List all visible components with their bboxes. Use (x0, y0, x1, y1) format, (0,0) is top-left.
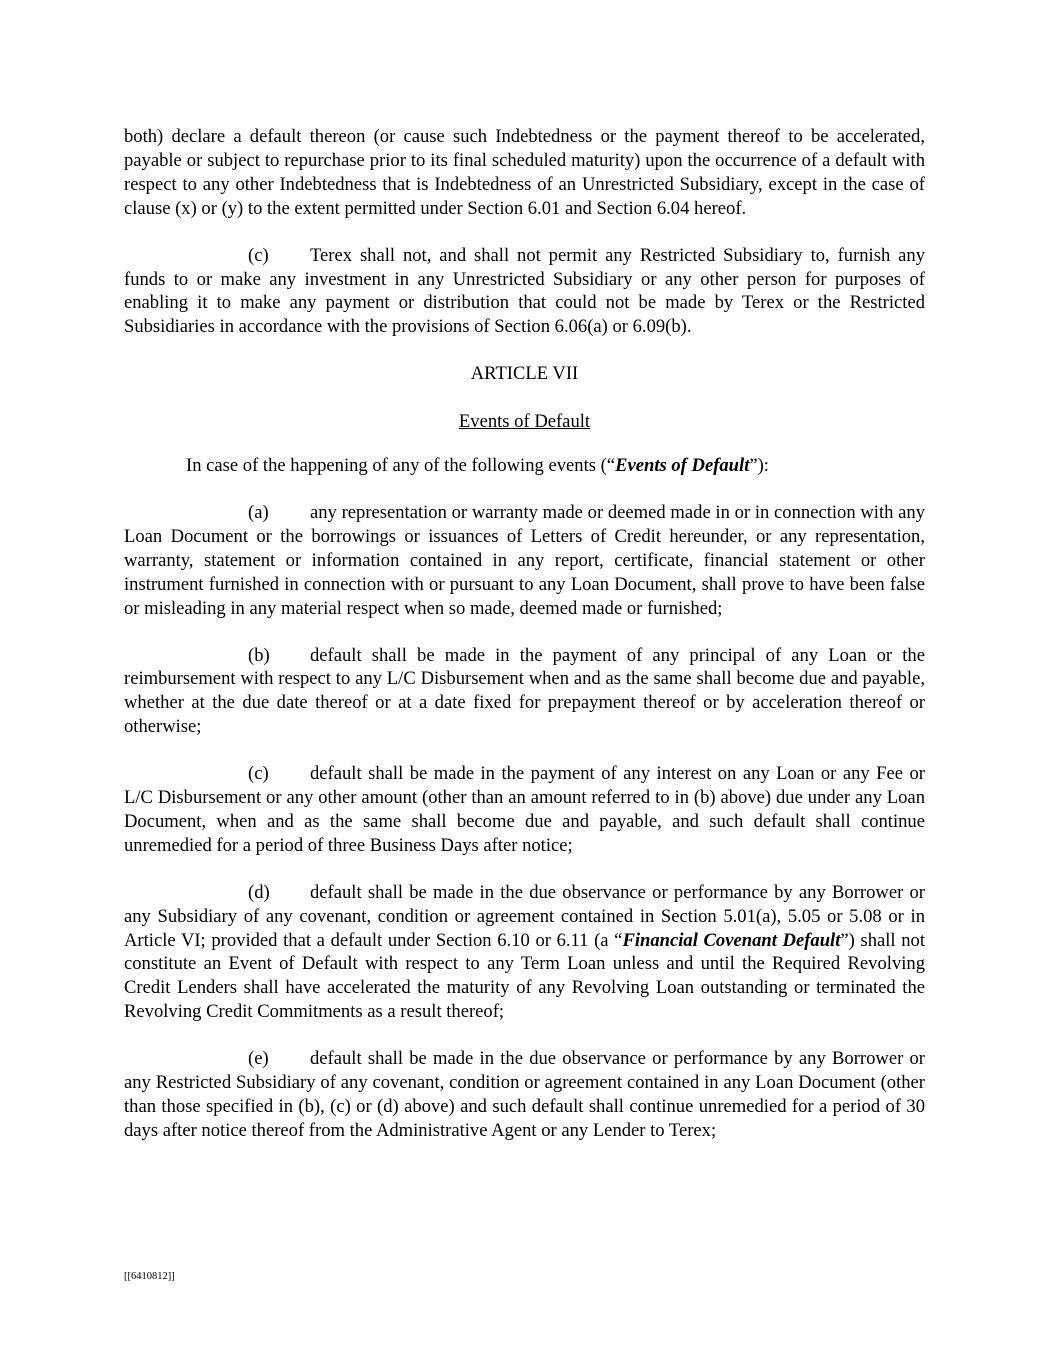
event-text: default shall be made in the due observance or performance by any Borrower or any Subsidiary of any covenant, condition or agreement contained in Section 5.01(a), 5.05 or 5.08 or in Article VI; provided that a default under Section 6.10 or 6.11 (a “ (124, 881, 925, 951)
event-label: (c) (248, 763, 269, 785)
event-label: (b) (248, 644, 270, 666)
event-text: any representation or warranty made or deemed made in or in connection with any Loan Document or the borrowings or issuances of Letters of Credit hereunder, or any representation, warranty, statement or information contained in any report, certificate, financial statement or other instrument furnished in connection with or pursuant to any Loan Document, shall prove to have been false or misleading in any material respect when so made, deemed made or furnished; (124, 501, 925, 619)
intro-paragraph: In case of the happening of any of the following events (“Events of Default”): (186, 455, 769, 477)
clause-text: Terex shall not, and shall not permit any Restricted Subsidiary to, furnish any funds to or make any investment in any Unrestricted Subsidiary or any other person for purposes of enabling it to make any payment or distribution that could not be made by Terex or the Restricted Subsidiaries in accordance with the provisions of Section 6.06(a) or 6.09(b). (124, 244, 925, 338)
defined-term: Financial Covenant Default (622, 929, 841, 951)
event-b-paragraph (124, 644, 925, 740)
event-text-cont: ”) shall not constitute an Event of Default with respect to any Term Loan unless and until the Required Revolving Credit Lenders shall have accelerated the maturity of any Revolving Loan outstanding or terminated the Revolving Credit Commitments as a result thereof; (124, 929, 926, 1023)
event-text: default shall be made in the payment of any interest on any Loan or any Fee or L/C Disbursement or any other amount (other than an amount referred to in (b) above) due under any Loan Document, when and as the same shall become due and payable, and such default shall continue unremedied for a period of three Business Days after notice; (124, 763, 925, 856)
document-id-footer: [[6410812]] (124, 1271, 175, 1282)
continued-paragraph: both) declare a default thereon (or cause such Indebtedness or the payment thereof to be accelerated, payable or subject to repurchase prior to its final scheduled maturity) upon the occurrence of a default with respect to any other Indebtedness that is Indebtedness of an Unrestricted Subsidiary, except in the case of clause (x) or (y) to the extent permitted under Section 6.01 and Section 6.04 hereof. (124, 126, 925, 219)
article-title: ARTICLE VII (470, 363, 579, 385)
clause-c-paragraph (124, 244, 925, 340)
event-text: default shall be made in the due observance or performance by any Borrower or any Restricted Subsidiary of any covenant, condition or agreement contained in any Loan Document (other than those specified in (b), (c) or (d) above) and such default shall continue unremedied for a period of 30 days after notice thereof from the Administrative Agent or any Lender to Terex; (124, 1048, 925, 1141)
event-a-paragraph (124, 501, 925, 621)
event-text: default shall be made in the payment of any principal of any Loan or the reimbursement with respect to any L/C Disbursement when and as the same shall become due and payable, whether at the due date thereof or at a date fixed for prepayment thereof or by acceleration thereof or otherwise; (124, 644, 925, 738)
event-label: (d) (248, 881, 270, 903)
defined-term: Events of Default (615, 455, 750, 477)
document-page (124, 125, 925, 1166)
event-label: (a) (248, 501, 269, 523)
event-e-paragraph (124, 1047, 925, 1143)
event-label: (e) (248, 1048, 269, 1070)
clause-label: (c) (248, 244, 269, 266)
event-c-paragraph (124, 762, 925, 858)
article-heading (124, 410, 925, 434)
article-heading-text: Events of Default (458, 411, 591, 433)
event-d-paragraph (124, 881, 925, 1024)
